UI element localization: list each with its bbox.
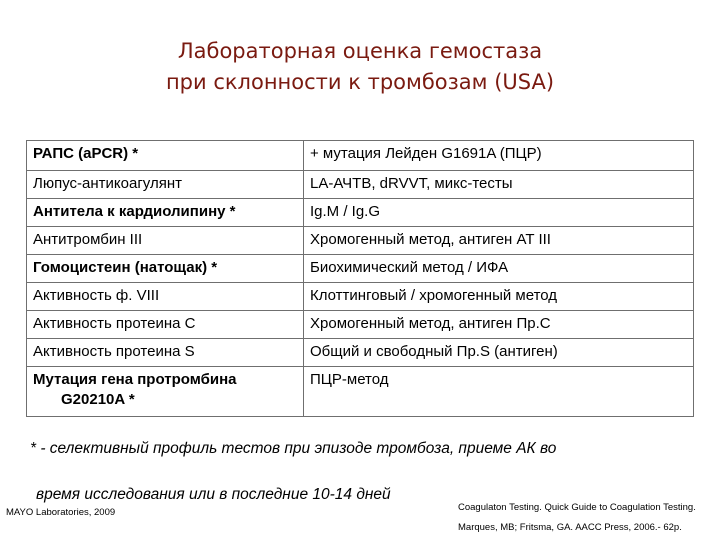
footnote: [30, 436, 670, 503]
test-name-cell: [27, 367, 304, 417]
test-name-line-2: G20210A *: [61, 391, 135, 408]
table-row: [27, 199, 694, 227]
tests-table: [26, 140, 694, 417]
test-name-cell: Активность протеина С: [27, 311, 304, 339]
source-left: MAYO Laboratories, 2009: [6, 507, 116, 518]
method-cell: Ig.M / Ig.G: [304, 199, 694, 227]
table-row: [27, 141, 694, 171]
test-name-cell: РАПС (aPCR) *: [27, 141, 304, 171]
test-name-cell: Активность протеина S: [27, 339, 304, 367]
table-row: [27, 283, 694, 311]
method-cell: LA-АЧТВ, dRVVT, микс-тесты: [304, 171, 694, 199]
table-row: [27, 171, 694, 199]
slide-title: [0, 36, 720, 98]
method-cell: Биохимический метод / ИФА: [304, 255, 694, 283]
test-name-line-1: Мутация гена протромбина: [33, 371, 237, 388]
table-row: [27, 339, 694, 367]
test-name-cell: Антитромбин III: [27, 227, 304, 255]
table-row: [27, 255, 694, 283]
table-row: [27, 227, 694, 255]
source-right-line-1: Coagulaton Testing. Quick Guide to Coagulation Testing.: [458, 502, 696, 513]
method-cell: Хромогенный метод, антиген Пр.С: [304, 311, 694, 339]
test-name-cell: Антитела к кардиолипину *: [27, 199, 304, 227]
test-name-cell: Люпус-антикоагулянт: [27, 171, 304, 199]
source-right-line-2: Marques, MB; Fritsma, GA. AACC Press, 2006.- 62p.: [458, 522, 682, 533]
method-cell: + мутация Лейден G1691A (ПЦР): [304, 141, 694, 171]
table-row: [27, 367, 694, 417]
method-cell: Хромогенный метод, антиген AT III: [304, 227, 694, 255]
test-name-cell: Гомоцистеин (натощак) *: [27, 255, 304, 283]
title-line-2: при склонности к тромбозам (USA): [165, 70, 555, 94]
test-name-cell: Активность ф. VIII: [27, 283, 304, 311]
table-row: [27, 311, 694, 339]
method-cell: Общий и свободный Пр.S (антиген): [304, 339, 694, 367]
title-line-1: Лабораторная оценка гемостаза: [177, 39, 543, 63]
method-cell: Клоттинговый / хромогенный метод: [304, 283, 694, 311]
method-cell: ПЦР-метод: [304, 367, 694, 417]
footnote-line-2: время исследования или в последние 10-14 дней: [36, 486, 391, 503]
footnote-line-1: * - селективный профиль тестов при эпизоде тромбоза, приеме АК во: [30, 440, 557, 457]
